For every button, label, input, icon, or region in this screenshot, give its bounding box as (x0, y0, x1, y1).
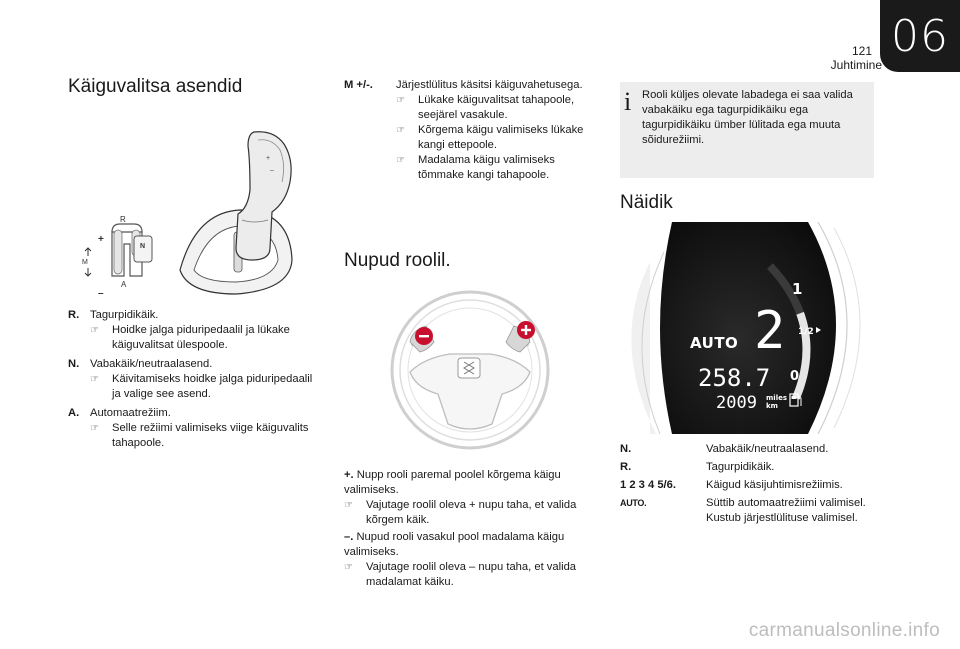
page-number: 121 (851, 44, 872, 58)
positions-list (68, 308, 318, 451)
gate-minus: – (98, 288, 104, 299)
legend-row (620, 460, 880, 475)
gate-letter-a: A (121, 280, 127, 289)
bullet-arrow-icon: ☞ (90, 325, 99, 336)
legend-key: 1 2 3 4 5/6. (620, 479, 676, 491)
position-key: R. (68, 309, 80, 321)
legend-row (620, 478, 880, 493)
trip-value: 2009 (716, 393, 757, 413)
fuel-label-half: 1/2 (798, 327, 814, 337)
minus-bullet: Vajutage roolil oleva – nupu taha, et valida madalamat käiku. (366, 561, 577, 588)
gate-plus: + (98, 234, 104, 245)
position-bullet: Hoidke jalga piduripedaalil ja lükake käiguvalitsat ülespoole. (112, 324, 290, 351)
auto-mode-indicator: AUTO (690, 334, 739, 352)
chapter-number: 06 (891, 10, 949, 62)
lever-minus: – (270, 167, 274, 174)
minus-text: Nupud rooli vasakul pool madalama käigu valimiseks. (344, 531, 565, 558)
manual-key: M +/-. (344, 79, 373, 91)
position-text: Automaatrežiim. (90, 407, 171, 419)
bullet-arrow-icon: ☞ (344, 562, 353, 573)
legend-value: Tagurpidikäik. (706, 461, 775, 473)
gear-indicator: 2 (754, 301, 786, 361)
legend-key: AUTO. (620, 498, 647, 508)
position-item-n (68, 357, 318, 402)
position-bullet: Selle režiimi valimiseks viige käiguvalits tahapoole. (112, 422, 309, 449)
bullet-arrow-icon: ☞ (90, 374, 99, 385)
gate-letter-m: M (82, 259, 88, 266)
plus-bullet: Vajutage roolil oleva + nupu taha, et valida kõrgem käik. (366, 499, 577, 526)
section-title-positions: Käiguvalitsa asendid (68, 76, 243, 97)
section-title-wheel: Nupud roolil. (344, 250, 451, 271)
legend-row (620, 442, 880, 457)
gear-selector-illustration (76, 120, 308, 300)
legend-row (620, 496, 880, 526)
wheel-buttons-block (344, 468, 596, 590)
position-key: A. (68, 407, 80, 419)
unit-miles: miles (766, 394, 788, 402)
info-text: Rooli küljes olevate labadega ei saa valida vabakäiku ega tagurpidikäiku ega tagurpidikäiku ümber lülitada ega muuta sõidurežiimi. (642, 89, 853, 146)
arrow-up-icon (85, 248, 91, 256)
legend-value: Süttib automaatrežiimi valimisel. Kustub järjestlülituse valimisel. (706, 497, 866, 524)
watermark: carmanualsonline.info (748, 620, 940, 641)
position-item-a (68, 406, 318, 451)
position-item-r (68, 308, 318, 353)
legend-value: Käigud käsijuhtimisrežiimis. (706, 479, 843, 491)
manual-bullet: Kõrgema käigu valimiseks lükake kangi ettepoole. (418, 124, 584, 151)
plus-text: Nupp rooli paremal poolel kõrgema käigu valimiseks. (344, 469, 561, 496)
steering-wheel-illustration (384, 284, 556, 456)
bullet-arrow-icon: ☞ (344, 500, 353, 511)
gear-lever (180, 132, 292, 294)
unit-km: km (766, 402, 778, 410)
bullet-arrow-icon: ☞ (90, 423, 99, 434)
plus-key: +. (344, 469, 354, 481)
gate-diagram (82, 215, 152, 299)
brand-logo-icon (458, 358, 480, 378)
position-text: Vabakäik/neutraalasend. (90, 358, 213, 370)
odometer-value: 258.7 (698, 364, 771, 392)
position-key: N. (68, 358, 80, 370)
manual-bullet: Lükake käiguvalitsat tahapoole, seejärel vasakule. (418, 94, 575, 121)
bullet-arrow-icon: ☞ (396, 125, 405, 136)
legend-value: Vabakäik/neutraalasend. (706, 443, 829, 455)
info-box (620, 82, 874, 178)
legend-key: R. (620, 461, 632, 473)
chapter-name: Juhtimine (830, 58, 882, 72)
legend-key: N. (620, 443, 632, 455)
manual-text: Järjestlülitus käsitsi käiguvahetusega. (396, 79, 583, 91)
manual-mode-block (344, 78, 594, 183)
manual-bullet: Madalama käigu valimiseks tõmmake kangi tahapoole. (418, 154, 555, 181)
arrow-down-icon (85, 268, 91, 276)
lever-plus: + (266, 155, 271, 162)
chapter-tab (880, 0, 960, 72)
bullet-arrow-icon: ☞ (396, 155, 405, 166)
instrument-cluster (620, 222, 874, 434)
gate-letter-r: R (120, 215, 126, 224)
fuel-label-empty: 0 (790, 369, 800, 384)
bullet-arrow-icon: ☞ (396, 95, 405, 106)
display-legend (620, 442, 880, 529)
info-icon: i (624, 87, 632, 116)
minus-key: –. (344, 531, 354, 543)
gate-letter-n: N (140, 243, 146, 250)
position-bullet: Käivitamiseks hoidke jalga piduripedaalil ja valige see asend. (112, 373, 313, 400)
section-title-display: Näidik (620, 192, 673, 213)
fuel-label-full: 1 (792, 280, 803, 298)
position-text: Tagurpidikäik. (90, 309, 159, 321)
